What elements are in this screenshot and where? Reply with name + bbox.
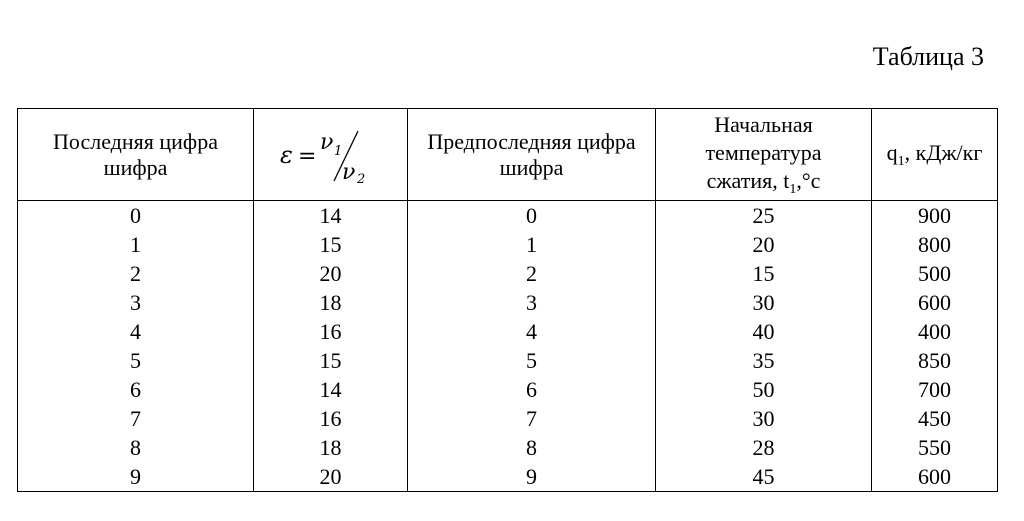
compression-ratio-formula [276,125,386,185]
cell-temperature: 40 [656,317,872,346]
cell-prev-digit: 1 [408,230,656,259]
cell-last-digit: 8 [18,433,254,462]
cell-epsilon: 14 [254,375,408,404]
cell-q1: 850 [872,346,998,375]
table-row [18,462,998,492]
cell-epsilon: 14 [254,201,408,231]
header-temperature-line2: температура [705,139,822,165]
cell-last-digit: 2 [18,259,254,288]
formula-svg [276,125,386,185]
table-row [18,404,998,433]
cell-epsilon: 16 [254,317,408,346]
cell-temperature: 45 [656,462,872,492]
table-row [18,346,998,375]
cell-prev-digit: 4 [408,317,656,346]
cell-temperature: 35 [656,346,872,375]
cell-q1: 600 [872,462,998,492]
formula-denominator-sub: 2 [356,171,365,185]
cell-epsilon: 16 [254,404,408,433]
cell-prev-digit: 3 [408,288,656,317]
cell-temperature: 50 [656,375,872,404]
cell-prev-digit: 9 [408,462,656,492]
cell-q1: 900 [872,201,998,231]
cell-last-digit: 0 [18,201,254,231]
header-heat-input: $q_1$, кДж/кг [872,109,998,201]
table-row [18,288,998,317]
formula-denominator: ν [341,159,355,185]
formula-epsilon: ε [279,140,293,169]
cell-epsilon: 18 [254,433,408,462]
table-row [18,259,998,288]
cell-last-digit: 1 [18,230,254,259]
cell-prev-digit: 0 [408,201,656,231]
cell-q1: 700 [872,375,998,404]
cell-q1: 550 [872,433,998,462]
formula-equals: = [297,143,316,169]
cell-epsilon: 20 [254,462,408,492]
cell-prev-digit: 8 [408,433,656,462]
cell-temperature: 30 [656,404,872,433]
cell-last-digit: 4 [18,317,254,346]
cell-prev-digit: 6 [408,375,656,404]
cell-prev-digit: 2 [408,259,656,288]
parameters-table [17,108,998,492]
table-row [18,433,998,462]
cell-last-digit: 5 [18,346,254,375]
header-compression-ratio [254,109,408,201]
table-caption: Таблица 3 [872,42,984,71]
cell-q1: 450 [872,404,998,433]
cell-last-digit: 6 [18,375,254,404]
cell-epsilon: 15 [254,230,408,259]
formula-numerator: ν [319,129,333,155]
table-row [18,201,998,231]
table-row [18,230,998,259]
cell-temperature: 28 [656,433,872,462]
header-temperature-line1: Начальная [714,111,813,137]
cell-q1: 600 [872,288,998,317]
table-row [18,317,998,346]
cell-epsilon: 20 [254,259,408,288]
cell-last-digit: 3 [18,288,254,317]
cell-last-digit: 7 [18,404,254,433]
header-prev-digit: Предпоследняя цифра шифра [408,109,656,201]
table-row [18,375,998,404]
formula-numerator-sub: 1 [333,143,342,159]
cell-q1: 800 [872,230,998,259]
cell-q1: 400 [872,317,998,346]
cell-prev-digit: 7 [408,404,656,433]
cell-temperature: 20 [656,230,872,259]
table-header-row [18,109,998,201]
cell-epsilon: 18 [254,288,408,317]
cell-last-digit: 9 [18,462,254,492]
cell-temperature: 15 [656,259,872,288]
header-temperature-line3: сжатия, $t_1,^\circ с$ [706,167,821,197]
cell-prev-digit: 5 [408,346,656,375]
cell-temperature: 25 [656,201,872,231]
cell-temperature: 30 [656,288,872,317]
header-temperature [656,109,872,201]
cell-epsilon: 15 [254,346,408,375]
cell-q1: 500 [872,259,998,288]
header-last-digit: Последняя цифра шифра [18,109,254,201]
